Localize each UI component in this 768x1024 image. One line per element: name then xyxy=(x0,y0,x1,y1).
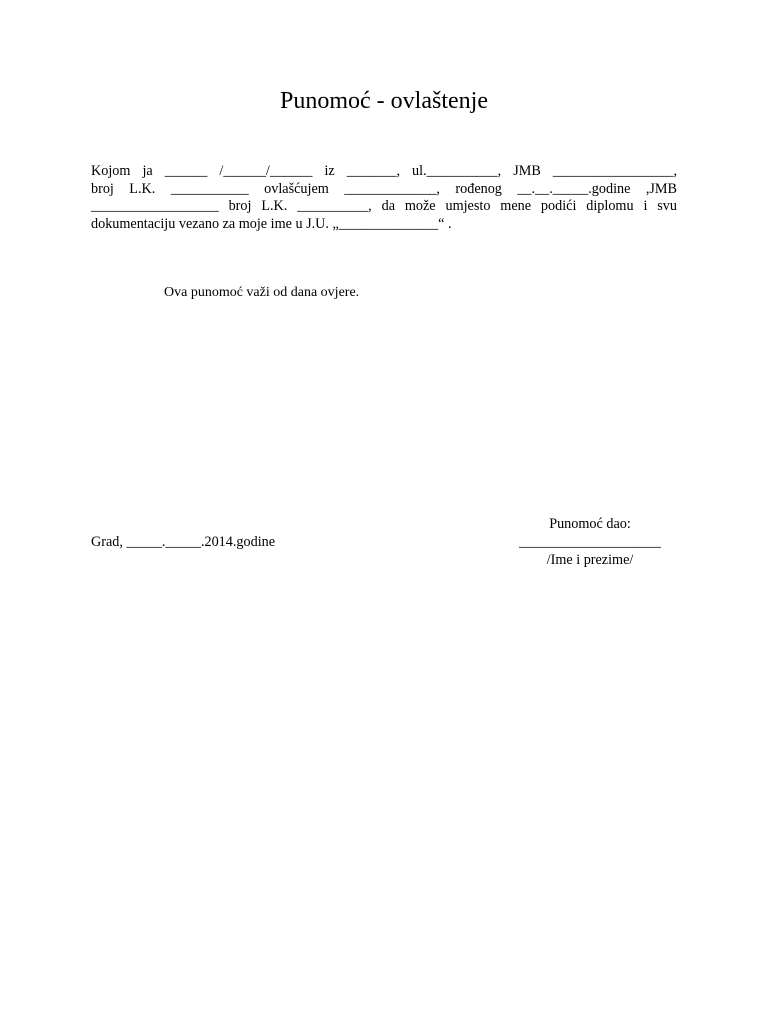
paragraph-line-2: broj L.K. ___________ ovlašćujem _____________, rođenog __.__._____.godine ,JMB xyxy=(91,180,677,197)
signature-line: ____________________ xyxy=(519,534,661,550)
paragraph-line-4: dokumentaciju vezano za moje ime u J.U. „______________“ . xyxy=(91,215,452,232)
authorization-paragraph xyxy=(91,163,677,233)
signature-heading: Punomoć dao: xyxy=(549,516,631,532)
paragraph-line-1: Kojom ja ______ /______/______ iz _______, ul.__________, JMB _________________, xyxy=(91,163,677,179)
document-title: Punomoć - ovlaštenje xyxy=(280,88,488,114)
validity-note: Ova punomoć važi od dana ovjere. xyxy=(164,285,360,300)
city-date-line: Grad, _____._____.2014.godine xyxy=(91,534,276,550)
signature-block xyxy=(508,516,672,570)
signature-caption: /Ime i prezime/ xyxy=(546,552,634,568)
paragraph-line-3: __________________ broj L.K. __________, da može umjesto mene podići diplomu i svu xyxy=(91,198,677,215)
